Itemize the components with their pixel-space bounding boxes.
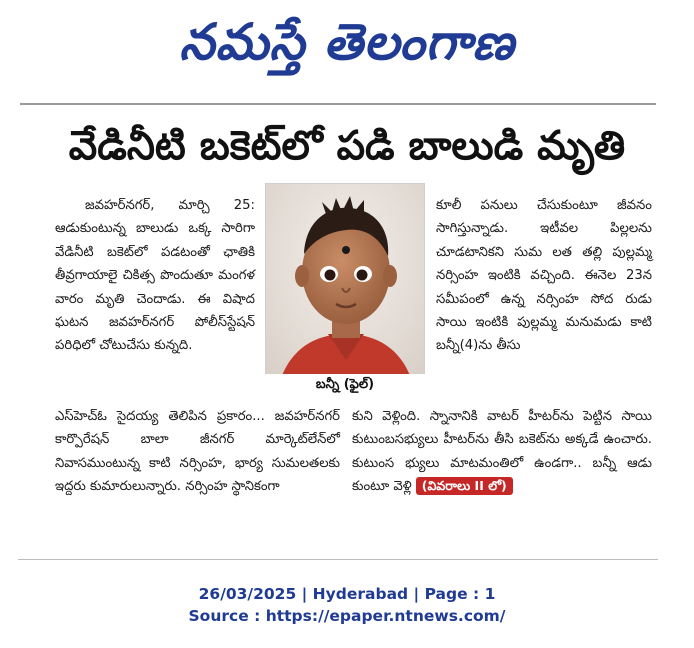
boy-photo — [265, 183, 425, 395]
article-headline: వేడినీటి బకెట్‌లో పడి బాలుడి మృతి — [68, 123, 626, 169]
masthead-title: నమస్తే తెలంగాణ — [179, 13, 515, 71]
footer-date-line: 26/03/2025 | Hyderabad | Page : 1 — [198, 585, 496, 603]
article-bottom-left-text: ఎస్‌హెచ్‌ఓ సైదయ్య తెలిపిన ప్రకారం... జవహర్‌నగర్ కార్పొరేషన్ బాలా జీనగర్ మార్కెట్‌లేన్‌లో నివాసముంటున్న కాటి నర్సింహ, భార్య సుమలతలకు ఇద్దరు కుమారులున్నారు. నర్సింహ స్థానికంగా — [55, 409, 340, 495]
article-left-column — [55, 194, 255, 358]
photo-caption: బన్నీ (ఫైల్) — [265, 374, 425, 396]
boy-portrait-image — [266, 184, 425, 395]
article-left-text: జవహర్‌నగర్, మార్చి 25: ఆడుకుంటున్న బాలుడు ఒక్క సారిగా వేడినీటి బకెట్‌లో పడటంతో ఛాతికి తీవ్రగాయాలై చికిత్స పొందుతూ మంగళ వారం మృతి చెందాడు. ఈ విషాద ఘటన జవహర్‌నగర్ పోలీస్‌స్టేషన్ పరిధిలో చోటుచేసు కున్నది. — [55, 198, 255, 354]
footer-source-link[interactable]: Source : https://epaper.ntnews.com/ — [188, 607, 506, 625]
article-right-column — [436, 194, 652, 358]
article-bottom-section — [55, 405, 652, 499]
article-right-text: కూలీ పనులు చేసుకుంటూ జీవనం సాగిస్తున్నాడు. ఇటీవల పిల్లలను చూడటానికని సుమ లత తల్లి పుల్లమ్మ నర్సింహ ఇంటికి వచ్చింది. ఈనెల 23న సమీపంలో ఉన్న నర్సింహ సోద రుడు సాయి ఇంటికి పుల్లమ్మ మనుమడు కాటి బన్నీ(4)ను తీసు — [436, 198, 652, 354]
article-bottom-right-text: కుని వెళ్లింది. స్నానానికి వాటర్ హీటర్‌ను పెట్టిన సాయి కుటుంబసభ్యులు హీటర్‌ను తీసి బకెట్‌ను అక్కడే ఉంచారు. కుటుంస భ్యులు మాటమంతిలో ఉండగా.. బన్నీ ఆడు కుంటూ వెళ్లి — [352, 409, 652, 495]
continued-tag[interactable]: (వివరాలు II లో) — [416, 477, 513, 495]
article-bottom-right-block — [352, 405, 652, 499]
